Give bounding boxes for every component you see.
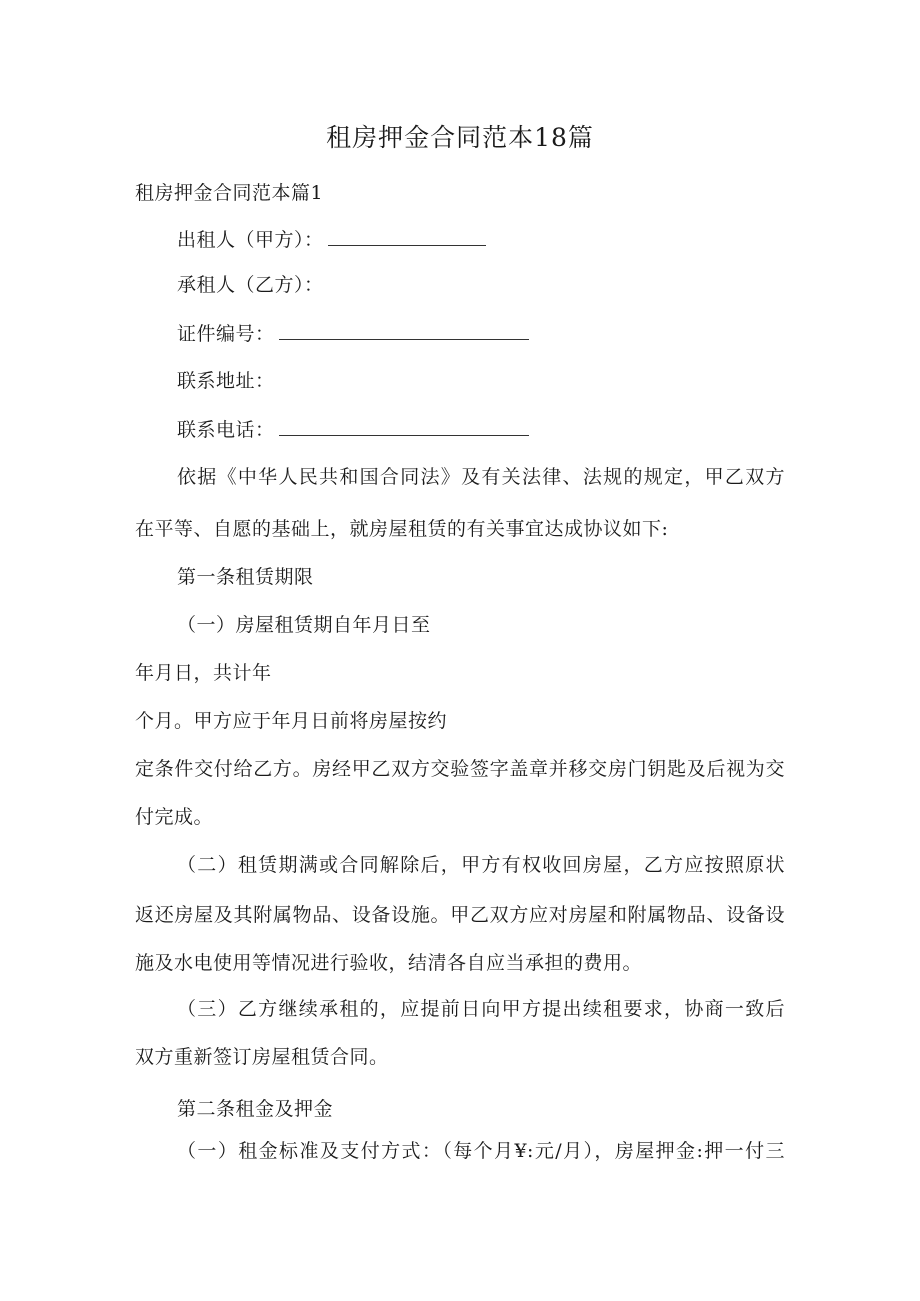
lessor-field bbox=[177, 227, 486, 252]
id-number-label: 证件编号： bbox=[177, 323, 275, 345]
article1-heading: 第一条租赁期限 bbox=[177, 566, 314, 588]
article1-p3-line1: （三）乙方继续承租的，应提前日向甲方提出续租要求，协商一致后 bbox=[177, 998, 785, 1020]
article1-p1-line5: 付完成。 bbox=[135, 806, 214, 828]
article1-p1-line4: 定条件交付给乙方。房经甲乙双方交验签字盖章并移交房门钥匙及后视为交 bbox=[135, 758, 785, 780]
intro-line-2: 在平等、自愿的基础上，就房屋租赁的有关事宜达成协议如下: bbox=[135, 518, 669, 540]
lessee-field bbox=[177, 273, 324, 297]
id-number-field bbox=[177, 321, 529, 346]
phone-blank-line bbox=[279, 417, 529, 436]
lessee-label: 承租人（乙方）： bbox=[177, 274, 324, 296]
article1-p1-line1: （一）房屋租赁期自年月日至 bbox=[177, 614, 431, 636]
document-title: 租房押金合同范本18篇 bbox=[326, 123, 594, 152]
article1-p2-line3: 施及水电使用等情况进行验收，结清各自应当承担的费用。 bbox=[135, 952, 643, 974]
article2-heading: 第二条租金及押金 bbox=[177, 1098, 334, 1120]
article1-p1-line3: 个月。甲方应于年月日前将房屋按约 bbox=[135, 710, 448, 732]
phone-field bbox=[177, 417, 529, 442]
section-heading: 租房押金合同范本篇1 bbox=[135, 182, 324, 204]
article1-p2-line1: （二）租赁期满或合同解除后，甲方有权收回房屋，乙方应按照原状 bbox=[177, 854, 785, 876]
intro-line-1: 依据《中华人民共和国合同法》及有关法律、法规的规定，甲乙双方 bbox=[177, 466, 785, 488]
article1-p2-line2: 返还房屋及其附属物品、设备设施。甲乙双方应对房屋和附属物品、设备设 bbox=[135, 904, 785, 926]
id-number-blank-line bbox=[279, 321, 529, 340]
article2-p1-line1: （一）租金标准及支付方式：（每个月¥:元/月），房屋押金:押一付三 bbox=[177, 1140, 785, 1162]
lessor-label: 出租人（甲方）： bbox=[177, 229, 324, 251]
address-label: 联系地址： bbox=[177, 370, 275, 392]
phone-label: 联系电话： bbox=[177, 419, 275, 441]
lessor-blank-line bbox=[328, 227, 486, 246]
article1-p1-line2: 年月日，共计年 bbox=[135, 662, 272, 684]
address-field bbox=[177, 369, 275, 393]
article1-p3-line2: 双方重新签订房屋租赁合同。 bbox=[135, 1046, 389, 1068]
